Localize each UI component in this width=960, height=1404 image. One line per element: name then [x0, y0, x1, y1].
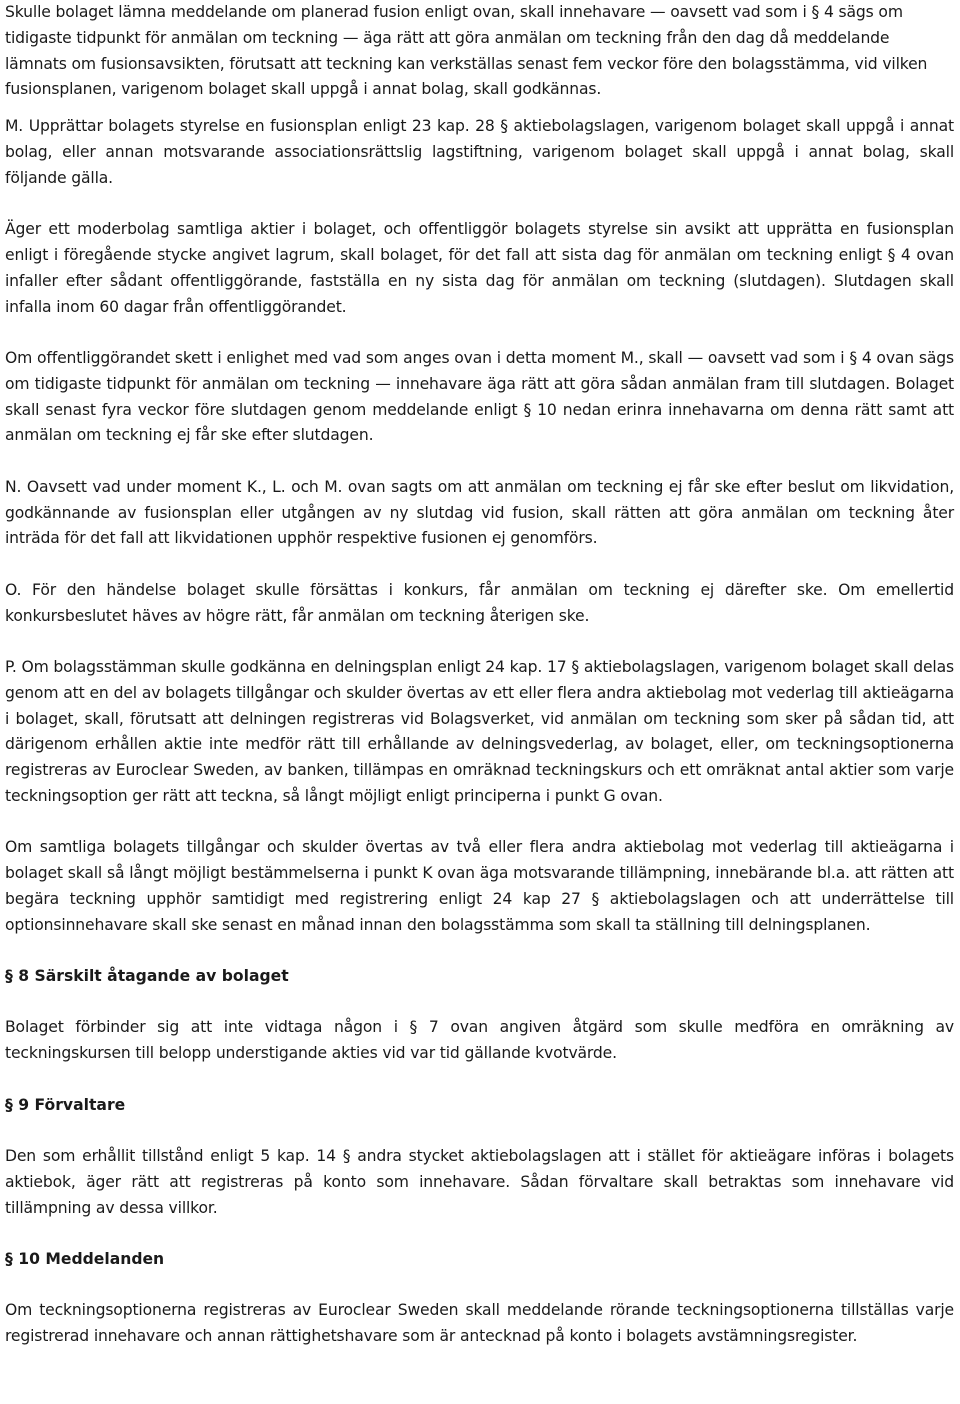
paragraph-fusion-notice: Skulle bolaget lämna meddelande om planerad fusion enligt ovan, skall innehavare — oavsett vad som i § 4 sägs om tidigaste tidpunkt för anmälan om teckning — äga rätt att göra anmälan om teckning från den dag då meddelande lämnats om fusionsavsikten, förutsatt att teckning kan verkställas senast fem veckor före den bolagsstämma, vid vilken fusionsplanen, varigenom bolaget skall uppgå i annat bolag, skall godkännas. — [5, 3, 928, 99]
paragraph-division: Om samtliga bolagets tillgångar och skulder övertas av två eller flera andra aktiebolag mot vederlag till aktieägarna i bolaget skall så långt möjligt bestämmelserna i punkt K ovan äga motsvarande tillämpning, innebärande bl.a. att rätten att begära teckning upphör samtidigt med registrering enligt 24 kap 27 § aktiebolagslagen och att underrättelse till optionsinnehavare skall ske senast en månad innan den bolagsstämma som skall ta ställning till delningsplanen. — [5, 838, 954, 934]
section-body-10: Om teckningsoptionerna registreras av Euroclear Sweden skall meddelande rörande teckningsoptionerna tillställas varje registrerad innehavare och annan rättighetshavare som är antecknad på konto i bolagets avstämningsregister. — [5, 1301, 954, 1346]
paragraph-moment-n: N. Oavsett vad under moment K., L. och M. ovan sagts om att anmälan om teckning ej får ske efter beslut om likvidation, godkännande av fusionsplan eller utgången av ny slutdag vid fusion, skall rätten att göra anmälan om teckning åter inträda för det fall att likvidationen upphör respektive fusionen ej genomförs. — [5, 477, 954, 548]
section-heading-8: § 8 Särskilt åtagande av bolaget — [5, 967, 289, 986]
section-heading-10: § 10 Meddelanden — [5, 1250, 165, 1269]
section-body-8: Bolaget förbinder sig att inte vidtaga någon i § 7 ovan angiven åtgärd som skulle medföra en omräkning av teckningskursen till belopp understigande akties vid var tid gällande kvotvärde. — [5, 1018, 954, 1063]
paragraph-parent-company: Äger ett moderbolag samtliga aktier i bolaget, och offentliggör bolagets styrelse sin avsikt att upprätta en fusionsplan enligt i föregående stycke angivet lagrum, skall bolaget, för det fall att sista dag för anmälan om teckning enligt § 4 ovan infaller efter sådant offentliggörande, fastställa en ny sista dag för anmälan om teckning (slutdagen). Slutdagen skall infalla inom 60 dagar från offentliggörandet. — [5, 220, 954, 316]
paragraph-moment-o: O. För den händelse bolaget skulle försättas i konkurs, får anmälan om teckning ej därefter ske. Om emellertid konkursbeslutet häves av högre rätt, får anmälan om teckning återigen ske. — [5, 580, 954, 625]
section-body-9: Den som erhållit tillstånd enligt 5 kap. 14 § andra stycket aktiebolagslagen att i stället för aktieägare införas i bolagets aktiebok, äger rätt att registreras på konto som innehavare. Sådan förvaltare skall betraktas som innehavare vid tillämpning av dessa villkor. — [5, 1147, 954, 1217]
paragraph-moment-p: P. Om bolagsstämman skulle godkänna en delningsplan enligt 24 kap. 17 § aktiebolagslagen, varigenom bolaget skall delas genom att en del av bolagets tillgångar och skulder övertas av ett eller flera andra aktiebolag mot vederlag till aktieägarna i bolaget, skall, förutsatt att delningen registreras vid Bolagsverket, vid anmälan om teckning som sker på sådan tid, att därigenom erhållen aktie inte medför rätt till erhållande av delningsvederlag, av bolaget, eller, om teckningsoptionerna registreras av Euroclear Sweden, av banken, tillämpas en omräknad teckningskurs och ett omräknat antal aktier som varje teckningsoption ger rätt att teckna, så långt möjligt enligt principerna i punkt G ovan. — [5, 657, 954, 805]
section-heading-9: § 9 Förvaltare — [5, 1095, 126, 1114]
paragraph-public-announcement: Om offentliggörandet skett i enlighet med vad som anges ovan i detta moment M., skall — oavsett vad som i § 4 ovan sägs om tidigaste tidpunkt för anmälan om teckning — innehavare äga rätt att göra sådan anmälan fram till slutdagen. Bolaget skall senast fyra veckor före slutdagen genom meddelande enligt § 10 nedan erinra innehavarna om denna rätt samt att anmälan om teckning ej får ske efter slutdagen. — [5, 348, 954, 445]
paragraph-moment-m: M. Upprättar bolagets styrelse en fusionsplan enligt 23 kap. 28 § aktiebolagslagen, varigenom bolaget skall uppgå i annat bolag, eller annan motsvarande associationsrättslig lagstiftning, varigenom bolaget skall uppgå i annat bolag, skall följande gälla. — [5, 117, 954, 187]
